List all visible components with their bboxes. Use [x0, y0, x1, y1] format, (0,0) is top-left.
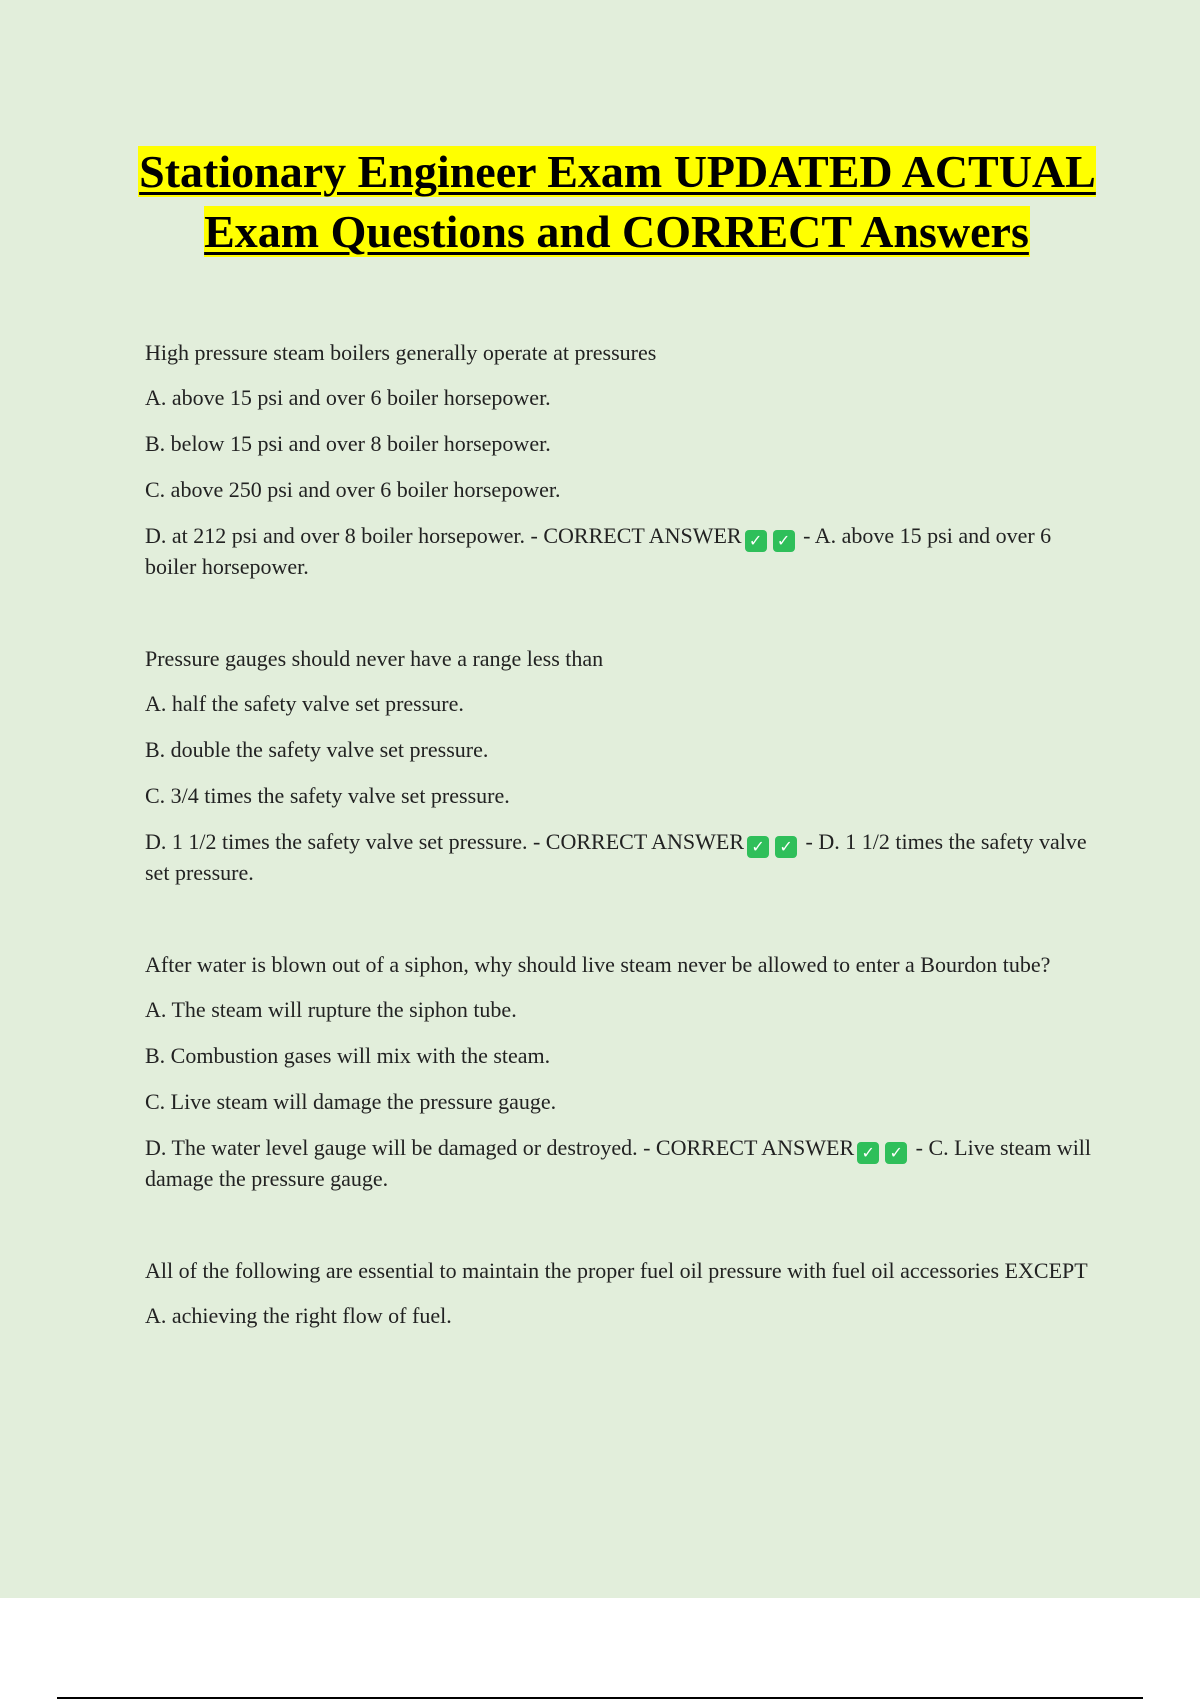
answer-option-with-key: [145, 1133, 1095, 1194]
separator: -: [800, 829, 819, 854]
answer-option-text: D. at 212 psi and over 8 boiler horsepower.: [145, 523, 526, 548]
correct-answer-label: CORRECT ANSWER: [545, 829, 745, 854]
correct-answer-text: A. above 15 psi and over 6 boiler horsepower.: [145, 523, 1052, 579]
answer-option-text: D. 1 1/2 times the safety valve set pressure.: [145, 829, 528, 854]
check-mark-icon: ✓: [745, 530, 767, 552]
answer-option: C. 3/4 times the safety valve set pressure.: [145, 783, 510, 808]
question-text: All of the following are essential to maintain the proper fuel oil pressure with fuel oil accessories EXCEPT: [145, 1258, 1088, 1283]
answer-option: B. below 15 psi and over 8 boiler horsepower.: [145, 431, 551, 456]
check-mark-icon: ✓: [775, 836, 797, 858]
separator: -: [527, 829, 546, 854]
separator: -: [797, 523, 815, 548]
check-mark-icon: ✓: [885, 1142, 907, 1164]
answer-option-with-key: [145, 521, 1095, 582]
answer-option-with-key: [145, 827, 1095, 888]
correct-answer-text: D. 1 1/2 times the safety valve set pressure.: [145, 829, 1087, 885]
question-text: High pressure steam boilers generally operate at pressures: [145, 340, 657, 365]
answer-option: B. Combustion gases will mix with the steam.: [145, 1043, 551, 1068]
answer-option: C. above 250 psi and over 6 boiler horsepower.: [145, 477, 561, 502]
correct-answer-text: C. Live steam will damage the pressure gauge.: [145, 1135, 1092, 1191]
footer-rule: [57, 1697, 1143, 1699]
check-mark-icon: ✓: [773, 530, 795, 552]
document-title: [100, 142, 1134, 262]
correct-answer-label: CORRECT ANSWER: [543, 523, 742, 548]
check-mark-icon: ✓: [747, 836, 769, 858]
question-block: [145, 1256, 1095, 1331]
separator: -: [637, 1135, 656, 1160]
separator: -: [910, 1135, 929, 1160]
answer-option-text: D. The water level gauge will be damaged or destroyed.: [145, 1135, 638, 1160]
question-block: [145, 338, 1095, 582]
title-text: Stationary Engineer Exam UPDATED ACTUAL Exam Questions and CORRECT Answers: [139, 146, 1096, 257]
correct-answer-label: CORRECT ANSWER: [655, 1135, 855, 1160]
separator: -: [525, 523, 544, 548]
answer-option: A. achieving the right flow of fuel.: [145, 1303, 452, 1328]
answer-option: A. The steam will rupture the siphon tube.: [145, 997, 517, 1022]
answer-option: A. half the safety valve set pressure.: [145, 691, 464, 716]
check-mark-icon: ✓: [857, 1142, 879, 1164]
question-list: [145, 338, 1095, 1331]
question-block: [145, 950, 1095, 1194]
question-text: Pressure gauges should never have a range less than: [145, 646, 604, 671]
answer-option: C. Live steam will damage the pressure gauge.: [145, 1089, 557, 1114]
question-text: After water is blown out of a siphon, why should live steam never be allowed to enter a Bourdon tube?: [145, 952, 1051, 977]
answer-option: B. double the safety valve set pressure.: [145, 737, 489, 762]
question-block: [145, 644, 1095, 888]
answer-option: A. above 15 psi and over 6 boiler horsepower.: [145, 385, 551, 410]
